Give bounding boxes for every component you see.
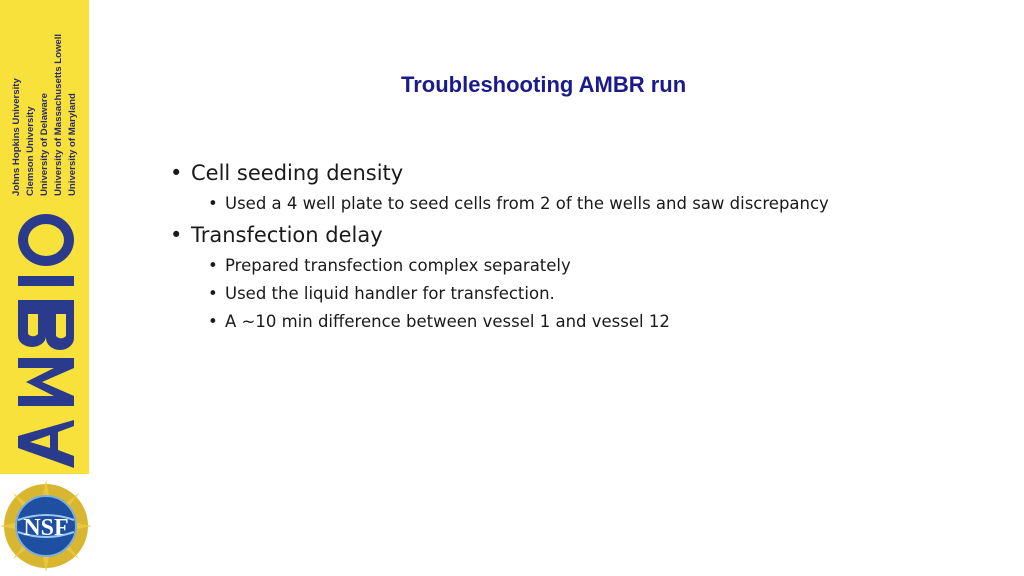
slide-content <box>170 158 970 336</box>
sub-bullet-item: • Used the liquid handler for transfection. <box>208 282 970 306</box>
university-name: University of Massachusetts Lowell <box>53 33 64 196</box>
sub-bullet-item: • Used a 4 well plate to seed cells from 2 of the wells and saw discrepancy <box>208 192 970 216</box>
university-name: University of Delaware <box>39 93 50 196</box>
university-name: Clemson University <box>25 106 36 196</box>
slide-title: Troubleshooting AMBR run <box>401 72 687 97</box>
sidebar-banner <box>0 0 89 474</box>
sub-bullet-item: • A ~10 min difference between vessel 1 and vessel 12 <box>208 310 970 334</box>
nsf-logo-icon <box>0 480 92 572</box>
nsf-label: NSF <box>23 515 69 541</box>
university-name: Johns Hopkins University <box>11 78 22 196</box>
university-list <box>10 0 80 196</box>
sub-bullet-item: • Prepared transfection complex separately <box>208 254 970 278</box>
bullet-item: • Cell seeding density <box>170 158 970 188</box>
university-name: University of Maryland <box>67 93 78 196</box>
ambic-logo-icon <box>14 210 78 472</box>
bullet-item: • Transfection delay <box>170 220 970 250</box>
